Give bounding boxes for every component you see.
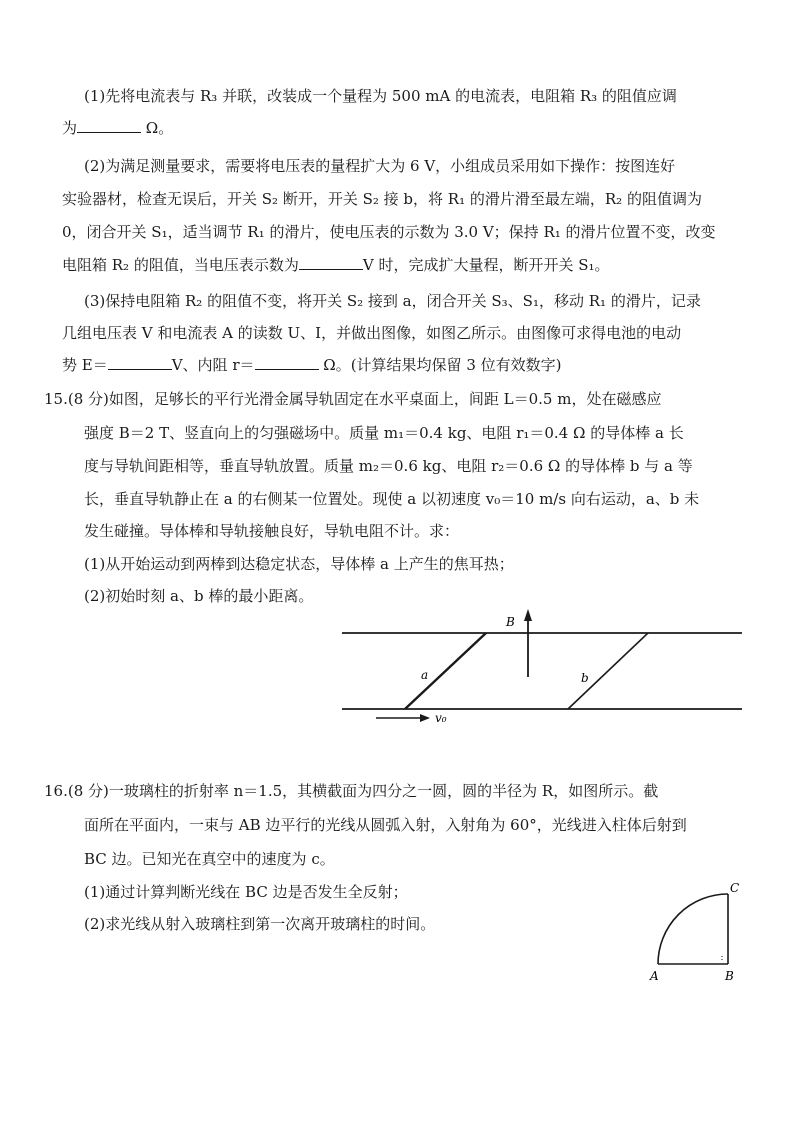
point-c-label: C [730, 881, 740, 895]
q14-part1-unit: Ω。 [141, 119, 174, 137]
rails-diagram [330, 605, 750, 735]
q14-part2-line2: 实验器材，检查无误后，开关 S₂ 断开，开关 S₂ 接 b，将 R₁ 的滑片滑至最左端，R₂ 的阻值调为 [62, 190, 702, 208]
q15-stem-line2: 强度 B＝2 T、竖直向上的匀强磁场中。质量 m₁＝0.4 kg、电阻 r₁＝0.4 Ω 的导体棒 a 长 [84, 424, 684, 442]
b-field-label: B [506, 615, 515, 629]
q16-stem-line3: BC 边。已知光在真空中的速度为 c。 [84, 850, 335, 868]
rod-a [405, 633, 486, 709]
q15-stem-line3: 度与导轨间距相等，垂直导轨放置。质量 m₂＝0.6 kg、电阻 r₂＝0.6 Ω 的导体棒 b 与 a 等 [84, 457, 693, 475]
q14-part2-line4 [62, 255, 610, 275]
q14-part3-line3 [62, 355, 562, 375]
velocity-label: v₀ [435, 711, 447, 725]
point-b-label: B [725, 969, 734, 983]
q14-part3-line2: 几组电压表 V 和电流表 A 的读数 U、I，并做出图像，如图乙所示。由图像可求得电池的电动 [62, 324, 682, 342]
q14-part3-line1: (3)保持电阻箱 R₂ 的阻值不变，将开关 S₂ 接到 a，闭合开关 S₃、S₁，移动 R₁ 的滑片，记录 [84, 292, 701, 310]
q14-part3-suffix: Ω。(计算结果均保留 3 位有效数字) [318, 356, 562, 374]
q16-subquestion-2: (2)求光线从射入玻璃柱到第一次离开玻璃柱的时间。 [84, 915, 436, 933]
rod-a-label: a [421, 668, 429, 682]
q14-part1-line1: (1)先将电流表与 R₃ 并联，改装成一个量程为 500 mA 的电流表，电阻箱 R₃ 的阻值应调 [84, 87, 677, 105]
q15-subquestion-2: (2)初始时刻 a、b 棒的最小距离。 [84, 587, 314, 605]
q14-part3-prefix: 势 E＝ [62, 356, 108, 374]
q14-part2-line1: (2)为满足测量要求，需要将电压表的量程扩大为 6 V，小组成员采用如下操作：按图连好 [84, 157, 676, 175]
answer-blank-voltage[interactable] [299, 255, 363, 270]
quarter-circle-arc [658, 894, 728, 964]
q16-stem-line2: 面所在平面内，一束与 AB 边平行的光线从圆弧入射，入射角为 60°，光线进入柱体后射到 [84, 816, 687, 834]
q14-part2-prefix: 电阻箱 R₂ 的阻值，当电压表示数为 [62, 256, 299, 274]
q16-subquestion-1: (1)通过计算判断光线在 BC 边是否发生全反射； [84, 883, 408, 901]
rod-b-label: b [581, 671, 589, 685]
q14-part2-line3: 0，闭合开关 S₁，适当调节 R₁ 的滑片，使电压表的示数为 3.0 V；保持 R₁ 的滑片位置不变，改变 [62, 223, 716, 241]
quarter-circle-diagram [640, 876, 750, 986]
q14-part2-suffix: V 时，完成扩大量程，断开开关 S₁。 [362, 256, 610, 274]
q15-stem-line1: 15.(8 分)如图，足够长的平行光滑金属导轨固定在水平桌面上，间距 L＝0.5 m，处在磁感应 [44, 390, 662, 408]
answer-blank-resistance[interactable] [255, 355, 319, 370]
q16-stem-line1: 16.(8 分)一玻璃柱的折射率 n＝1.5，其横截面为四分之一圆，圆的半径为 R，如图所示。截 [44, 782, 659, 800]
velocity-arrowhead [420, 714, 430, 722]
q15-subquestion-1: (1)从开始运动到两棒到达稳定状态，导体棒 a 上产生的焦耳热； [84, 555, 514, 573]
q14-part1-line2 [62, 118, 173, 138]
q14-part1-prefix: 为 [62, 119, 78, 137]
q14-part3-mid: V、内阻 r＝ [171, 356, 255, 374]
q15-stem-line4: 长，垂直导轨静止在 a 的右侧某一位置处。现使 a 以初速度 v₀＝10 m/s 向右运动，a、b 未 [84, 490, 700, 508]
rod-b [568, 633, 648, 709]
q15-stem-line5: 发生碰撞。导体棒和导轨接触良好，导轨电阻不计。求： [84, 522, 460, 540]
answer-blank-r3[interactable] [77, 118, 141, 133]
point-a-label: A [650, 969, 659, 983]
b-field-arrowhead [524, 609, 532, 621]
answer-blank-emf[interactable] [108, 355, 172, 370]
